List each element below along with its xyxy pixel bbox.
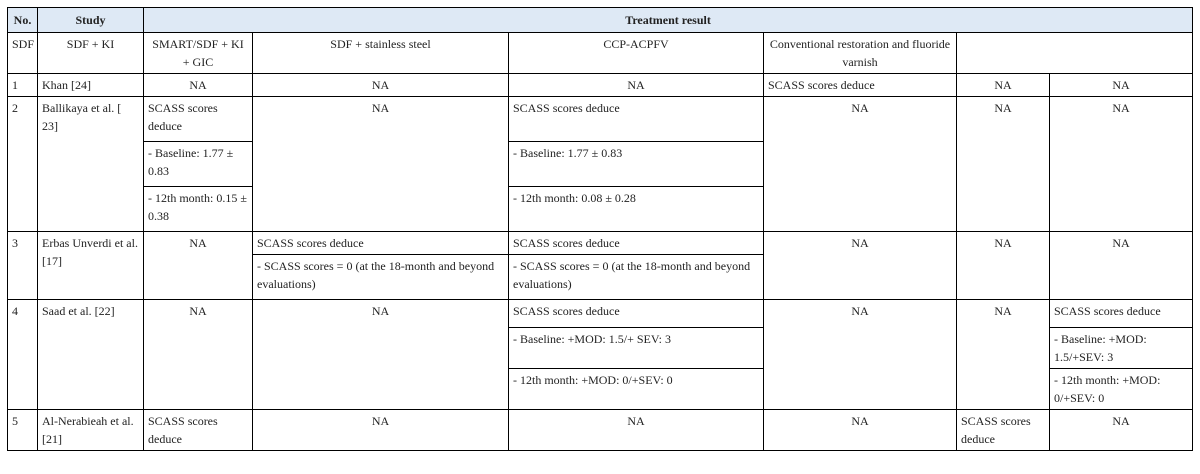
result-subcell: - SCASS scores = 0 (at the 18-month and beyond evaluations) <box>253 255 509 300</box>
result-cell: NA <box>764 232 957 300</box>
result-subcell: - Baseline: +MOD: 1.5/+ SEV: 3 <box>509 328 764 369</box>
result-subcell: - Baseline: 1.77 ± 0.83 <box>144 142 253 187</box>
table-row <box>8 74 1193 97</box>
subheader-sdf-ki: SDF + KI <box>38 33 144 74</box>
result-cell: NA <box>957 232 1050 300</box>
subheader-conventional-restoration: Conventional restoration and fluoride varnish <box>764 33 957 74</box>
subheader-code: SDF <box>8 33 38 74</box>
table-row <box>8 300 1193 328</box>
subheader-smart-sdf-ki-gic: SMART/SDF + KI + GIC <box>144 33 253 74</box>
result-subcell: SCASS scores deduce <box>509 300 764 328</box>
header-study: Study <box>38 8 144 33</box>
header-treatment-result: Treatment result <box>144 8 1193 33</box>
result-cell: NA <box>957 97 1050 232</box>
row-number: 4 <box>8 300 38 410</box>
result-subcell: - SCASS scores = 0 (at the 18-month and beyond evaluations) <box>509 255 764 300</box>
subheader-empty <box>957 33 1193 74</box>
result-cell: NA <box>253 410 509 451</box>
result-subcell: - 12th month: 0.15 ± 0.38 <box>144 187 253 232</box>
result-subcell: - 12th month: +MOD: 0/+SEV: 0 <box>509 369 764 410</box>
result-cell: NA <box>144 300 253 410</box>
result-cell: NA <box>764 97 957 232</box>
result-cell: NA <box>1050 410 1193 451</box>
result-cell: NA <box>509 74 764 97</box>
result-subcell: - Baseline: +MOD: 1.5/+SEV: 3 <box>1050 328 1193 369</box>
result-subcell: - 12th month: 0.08 ± 0.28 <box>509 187 764 232</box>
header-row <box>8 8 1193 33</box>
result-subcell: SCASS scores deduce <box>1050 300 1193 328</box>
treatment-results-table <box>7 7 1193 451</box>
result-cell: NA <box>253 300 509 410</box>
result-subcell: SCASS scores deduce <box>509 232 764 255</box>
result-subcell: - Baseline: 1.77 ± 0.83 <box>509 142 764 187</box>
table-row <box>8 232 1193 255</box>
result-cell: NA <box>144 74 253 97</box>
result-cell: NA <box>764 410 957 451</box>
result-cell: NA <box>1050 97 1193 232</box>
result-subcell: SCASS scores deduce <box>509 97 764 142</box>
result-cell: NA <box>764 300 957 410</box>
study-cell: Ballikaya et al. [ 23] <box>38 97 144 232</box>
result-cell: SCASS scores deduce <box>764 74 957 97</box>
row-number: 2 <box>8 97 38 232</box>
study-cell: Khan [24] <box>38 74 144 97</box>
study-cell: Saad et al. [22] <box>38 300 144 410</box>
subheader-sdf-stainless-steel: SDF + stainless steel <box>253 33 509 74</box>
result-cell: NA <box>509 410 764 451</box>
subheader-ccp-acpfv: CCP-ACPFV <box>509 33 764 74</box>
study-cell: Al-Nerabieah et al. [21] <box>38 410 144 451</box>
result-cell: NA <box>253 74 509 97</box>
header-no: No. <box>8 8 38 33</box>
result-cell: NA <box>1050 74 1193 97</box>
result-cell: NA <box>144 232 253 300</box>
result-cell: NA <box>253 97 509 232</box>
result-cell: SCASS scores deduce <box>957 410 1050 451</box>
result-cell: NA <box>957 300 1050 410</box>
subheader-row <box>8 33 1193 74</box>
result-subcell: SCASS scores deduce <box>144 97 253 142</box>
row-number: 3 <box>8 232 38 300</box>
result-cell: NA <box>957 74 1050 97</box>
result-cell: SCASS scores deduce <box>144 410 253 451</box>
result-subcell: - 12th month: +MOD: 0/+SEV: 0 <box>1050 369 1193 410</box>
result-cell: NA <box>1050 232 1193 300</box>
row-number: 1 <box>8 74 38 97</box>
study-cell: Erbas Unverdi et al. [17] <box>38 232 144 300</box>
row-number: 5 <box>8 410 38 451</box>
table-row <box>8 410 1193 451</box>
result-subcell: SCASS scores deduce <box>253 232 509 255</box>
table-row <box>8 97 1193 142</box>
